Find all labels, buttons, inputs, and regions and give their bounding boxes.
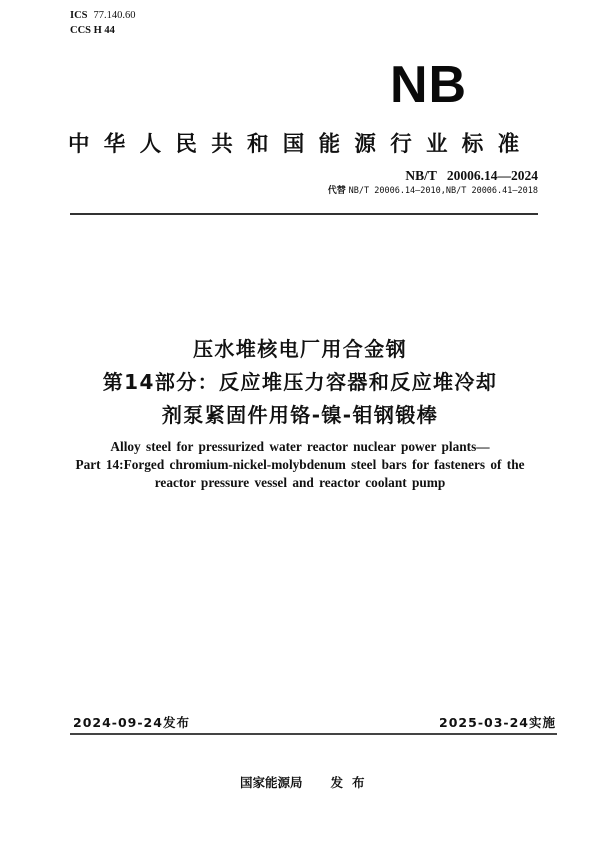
english-title [0,438,600,492]
standard-category-title: 中华人民共和国能源行业标准 [68,132,534,157]
ics-code: ICS 77.140.60 [70,10,136,21]
replaces-line [328,185,538,197]
nb-logo: NB [390,56,468,114]
replaced-codes: NB/T 20006.14—2010,NB/T 20006.41—2018 [348,186,538,196]
ccs-code: CCS H 44 [70,25,115,36]
issuer-line [240,775,374,791]
issuer-action: 发布 [330,775,374,790]
replaces-label: 代替 [327,186,346,196]
standard-code: 20006.14—2024 [446,168,538,183]
publish-date: 2024-09-24发布 [73,715,190,730]
issuer-name: 国家能源局 [240,775,303,790]
chinese-title-line-2: 第14部分：反应堆压力容器和反应堆冷却 [102,370,498,394]
english-title-line-3: reactor pressure vessel and reactor coolant pump [154,475,446,490]
header-divider [70,213,538,215]
classification-block [70,8,136,38]
footer-divider [70,733,557,735]
english-title-line-2: Part 14:Forged chromium-nickel-molybdenum steel bars for fasteners of the [75,457,525,472]
chinese-title-line-3: 剂泵紧固件用铬-镍-钼钢锻棒 [161,403,439,427]
standard-prefix: NB/T [405,168,437,183]
implementation-date: 2025-03-24实施 [439,715,556,730]
chinese-title-line-1: 压水堆核电厂用合金钢 [193,337,407,361]
english-title-line-1: Alloy steel for pressurized water reactor nuclear power plants— [110,439,490,454]
standard-number [405,168,538,184]
chinese-title [0,333,600,432]
